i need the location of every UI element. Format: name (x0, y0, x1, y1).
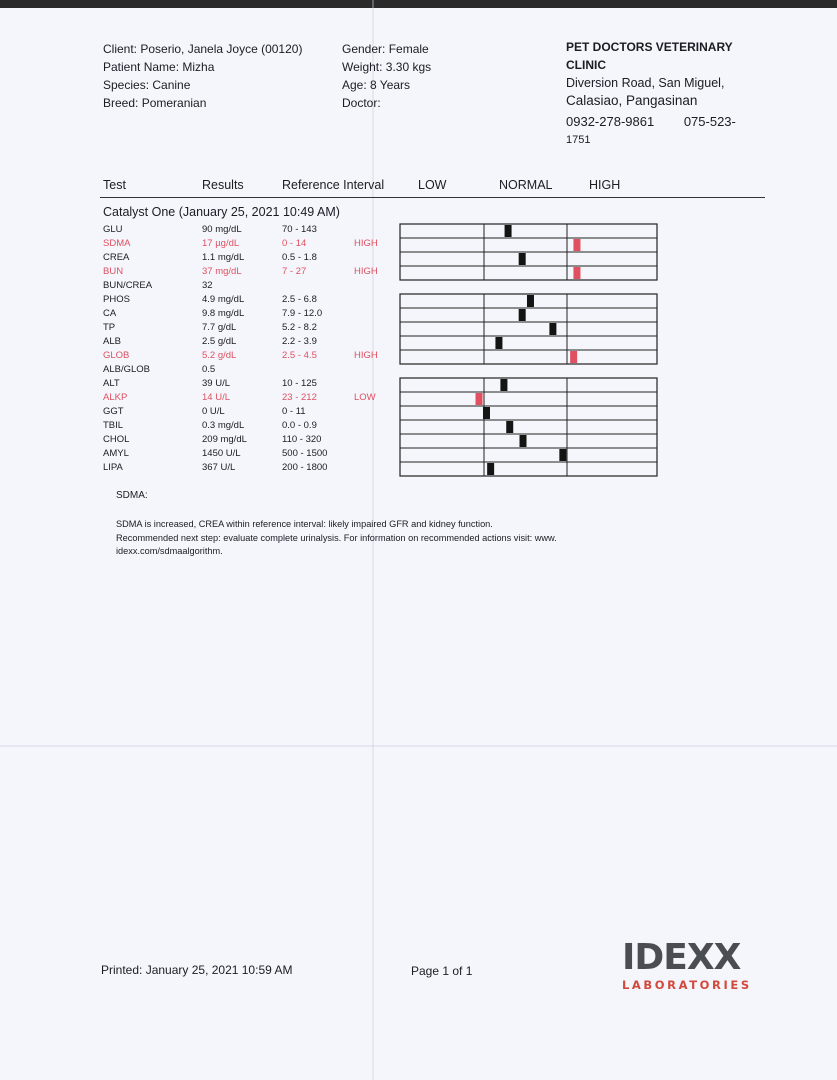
result-marker (559, 449, 566, 461)
result-value: 4.9 mg/dL (202, 294, 245, 305)
result-marker (549, 323, 556, 335)
test-name: PHOS (103, 294, 130, 305)
note-line: idexx.com/sdmaalgorithm. (116, 546, 223, 556)
test-name: LIPA (103, 462, 123, 473)
client-name: Client: Poserio, Janela Joyce (00120) (103, 42, 303, 56)
result-marker (570, 351, 577, 363)
test-name: TBIL (103, 420, 124, 431)
section-title: Catalyst One (January 25, 2021 10:49 AM) (103, 205, 340, 219)
result-marker (519, 253, 526, 265)
test-name: TP (103, 322, 116, 333)
reference-interval: 23 - 212 (282, 392, 317, 403)
reference-interval: 0.5 - 1.8 (282, 252, 317, 263)
reference-interval: 70 - 143 (282, 224, 317, 235)
flag-label: LOW (354, 392, 376, 403)
printed-timestamp: Printed: January 25, 2021 10:59 AM (101, 963, 293, 977)
page-number: Page 1 of 1 (411, 964, 473, 978)
reference-interval: 110 - 320 (282, 434, 322, 445)
test-name: ALT (103, 378, 120, 389)
result-value: 5.2 g/dL (202, 350, 237, 361)
test-name: AMYL (103, 448, 129, 459)
weight: Weight: 3.30 kgs (342, 60, 432, 74)
result-value: 17 µg/dL (202, 238, 240, 249)
result-value: 39 U/L (202, 378, 230, 389)
result-value: 367 U/L (202, 462, 236, 473)
test-name: CHOL (103, 434, 130, 445)
reference-interval: 2.5 - 6.8 (282, 294, 317, 305)
clinic-name: PET DOCTORS VETERINARY (566, 40, 733, 54)
reference-interval: 2.5 - 4.5 (282, 350, 317, 361)
result-value: 7.7 g/dL (202, 322, 237, 333)
result-value: 0.3 mg/dL (202, 420, 245, 431)
logo-subtitle: LABORATORIES (622, 978, 752, 992)
result-value: 90 mg/dL (202, 224, 242, 235)
result-marker (495, 337, 502, 349)
reference-interval: 7.9 - 12.0 (282, 308, 323, 319)
clinic-phone-2-cont: 1751 (566, 134, 591, 146)
test-name: ALKP (103, 392, 128, 403)
logo-wordmark: IDEXX (622, 937, 741, 978)
species: Species: Canine (103, 78, 191, 92)
flag-label: HIGH (354, 238, 378, 249)
result-marker (476, 393, 483, 405)
breed: Breed: Pomeranian (103, 96, 207, 110)
result-value: 37 mg/dL (202, 266, 242, 277)
clinic-phone-2: 075-523- (683, 114, 736, 129)
col-high: HIGH (589, 178, 621, 192)
reference-interval: 7 - 27 (282, 266, 307, 277)
flag-label: HIGH (354, 350, 378, 361)
result-value: 9.8 mg/dL (202, 308, 245, 319)
gender: Gender: Female (342, 42, 429, 56)
result-marker (483, 407, 490, 419)
clinic-phone-1: 0932-278-9861 (566, 114, 655, 129)
note-title: SDMA: (116, 490, 148, 501)
reference-interval: 0 - 11 (282, 406, 306, 417)
flag-label: HIGH (354, 266, 378, 277)
doctor: Doctor: (342, 96, 381, 110)
col-results: Results (202, 178, 244, 192)
test-name: GLU (103, 224, 123, 235)
test-name: BUN/CREA (103, 280, 153, 291)
reference-interval: 2.2 - 3.9 (282, 336, 317, 347)
clinic-name-cont: CLINIC (566, 58, 606, 72)
reference-interval: 500 - 1500 (282, 448, 328, 459)
reference-interval: 5.2 - 8.2 (282, 322, 317, 333)
reference-interval: 0.0 - 0.9 (282, 420, 317, 431)
test-name: GLOB (103, 350, 130, 361)
clinic-address-2: Calasiao, Pangasinan (566, 93, 698, 108)
age: Age: 8 Years (342, 78, 411, 92)
result-value: 14 U/L (202, 392, 230, 403)
result-marker (487, 463, 494, 475)
result-marker (519, 309, 526, 321)
test-name: SDMA (103, 238, 131, 249)
col-low: LOW (418, 178, 447, 192)
idexx-logo (622, 937, 764, 992)
result-value: 2.5 g/dL (202, 336, 237, 347)
result-value: 0.5 (202, 364, 216, 375)
result-value: 32 (202, 280, 213, 291)
test-name: CA (103, 308, 117, 319)
result-value: 0 U/L (202, 406, 225, 417)
result-marker (573, 239, 580, 251)
clinic-address-1: Diversion Road, San Miguel, (566, 76, 725, 90)
result-marker (505, 225, 512, 237)
col-reference: Reference Interval (282, 178, 385, 192)
note-line: SDMA is increased, CREA within reference interval: likely impaired GFR and kidney function. (116, 519, 493, 529)
reference-interval: 10 - 125 (282, 378, 317, 389)
test-name: GGT (103, 406, 124, 417)
result-value: 209 mg/dL (202, 434, 247, 445)
test-name: ALB/GLOB (103, 364, 150, 375)
result-marker (500, 379, 507, 391)
reference-interval: 0 - 14 (282, 238, 307, 249)
result-marker (527, 295, 534, 307)
patient-name: Patient Name: Mizha (103, 60, 215, 74)
col-normal: NORMAL (499, 178, 553, 192)
note-line: Recommended next step: evaluate complete urinalysis. For information on recommended actions visit: www. (116, 532, 557, 543)
range-box (400, 378, 657, 476)
reference-interval: 200 - 1800 (282, 462, 328, 473)
test-name: CREA (103, 252, 130, 263)
test-name: BUN (103, 266, 124, 277)
result-marker (573, 267, 580, 279)
col-test: Test (103, 178, 126, 192)
result-marker (520, 435, 527, 447)
test-name: ALB (103, 336, 121, 347)
result-value: 1.1 mg/dL (202, 252, 245, 263)
note-body (116, 518, 636, 559)
result-marker (506, 421, 513, 433)
result-value: 1450 U/L (202, 448, 241, 459)
